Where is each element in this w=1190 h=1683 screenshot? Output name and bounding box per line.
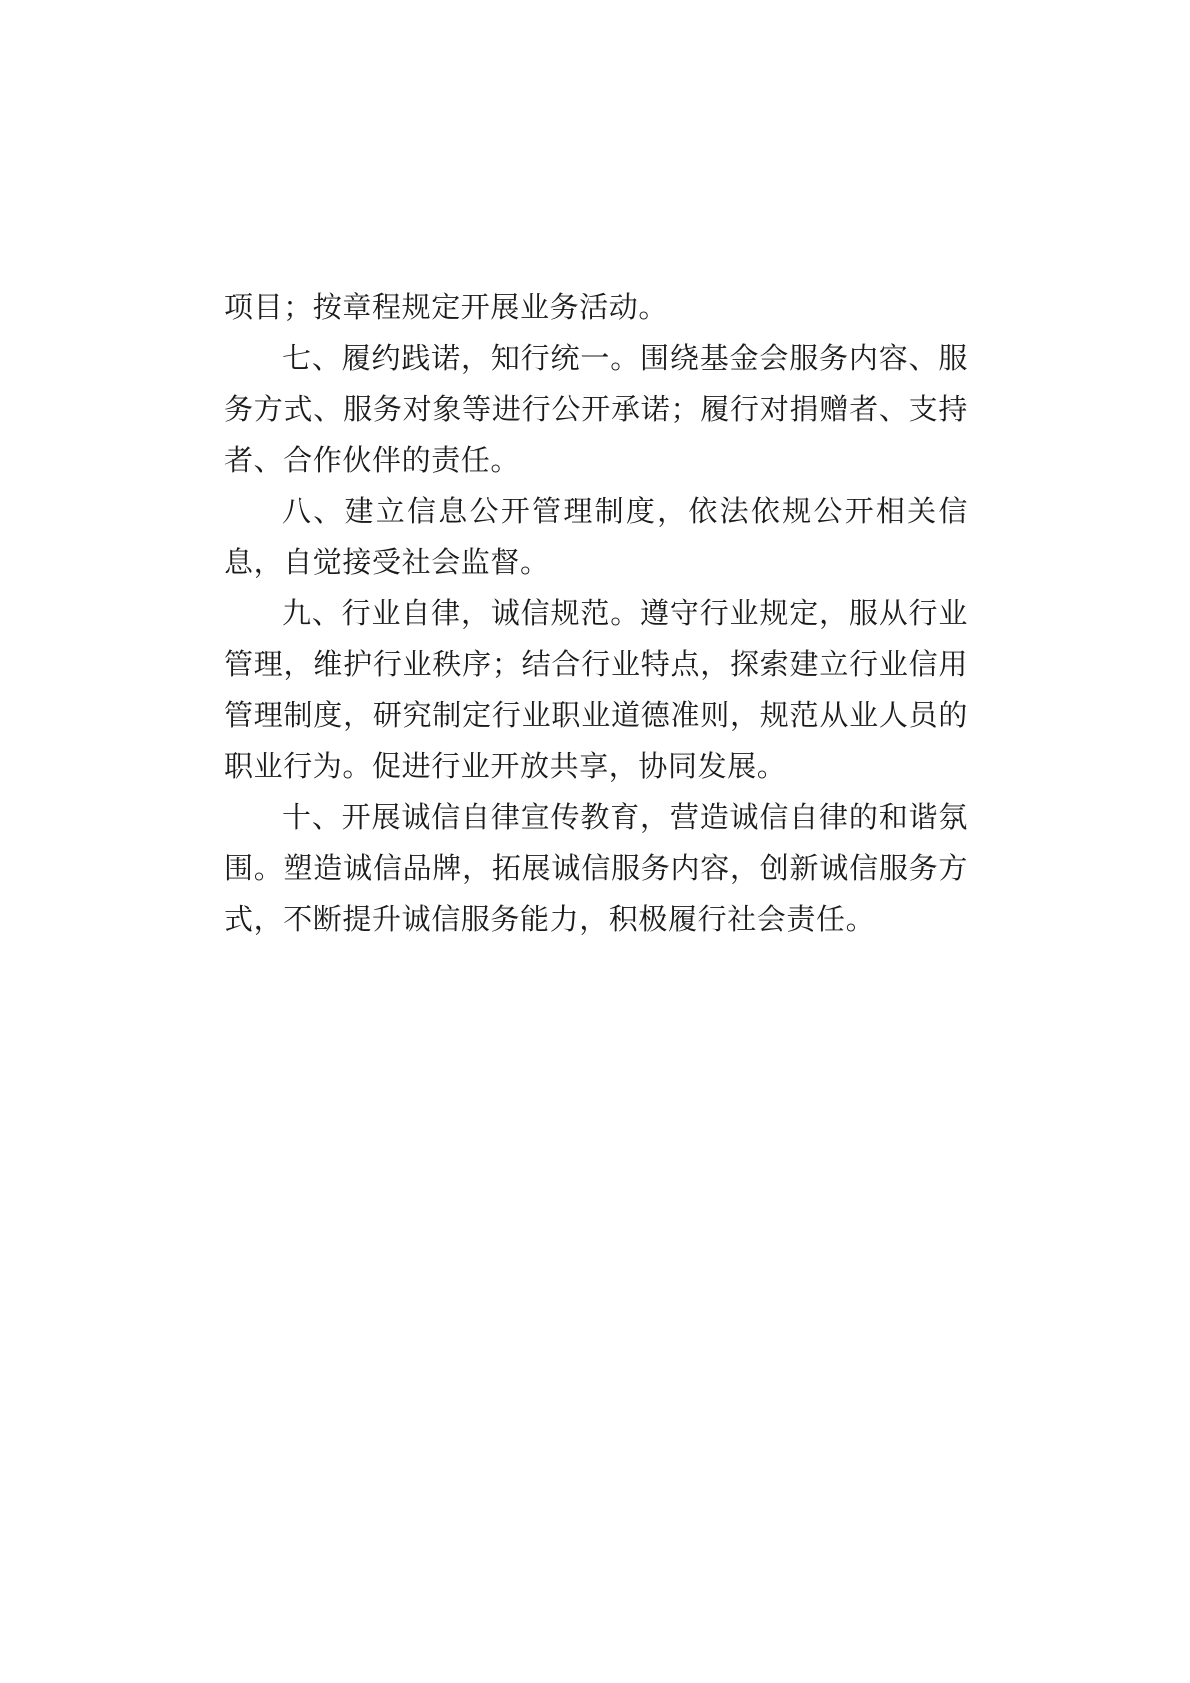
paragraph-item-10: 十、开展诚信自律宣传教育，营造诚信自律的和谐氛围。塑造诚信品牌，拓展诚信服务内容，创新诚信服务方式，不断提升诚信服务能力，积极履行社会责任。: [224, 800, 968, 936]
paragraph-item-8: 八、建立信息公开管理制度，依法依规公开相关信息，自觉接受社会监督。: [224, 494, 968, 579]
paragraph-item-7: 七、履约践诺，知行统一。围绕基金会服务内容、服务方式、服务对象等进行公开承诺；履行对捐赠者、支持者、合作伙伴的责任。: [224, 341, 968, 477]
document-body: [224, 282, 968, 945]
paragraph-continuation: 项目；按章程规定开展业务活动。: [224, 290, 669, 324]
paragraph-item-9: 九、行业自律，诚信规范。遵守行业规定，服从行业管理，维护行业秩序；结合行业特点，探索建立行业信用管理制度，研究制定行业职业道德准则，规范从业人员的职业行为。促进行业开放共享，协同发展。: [224, 596, 968, 783]
